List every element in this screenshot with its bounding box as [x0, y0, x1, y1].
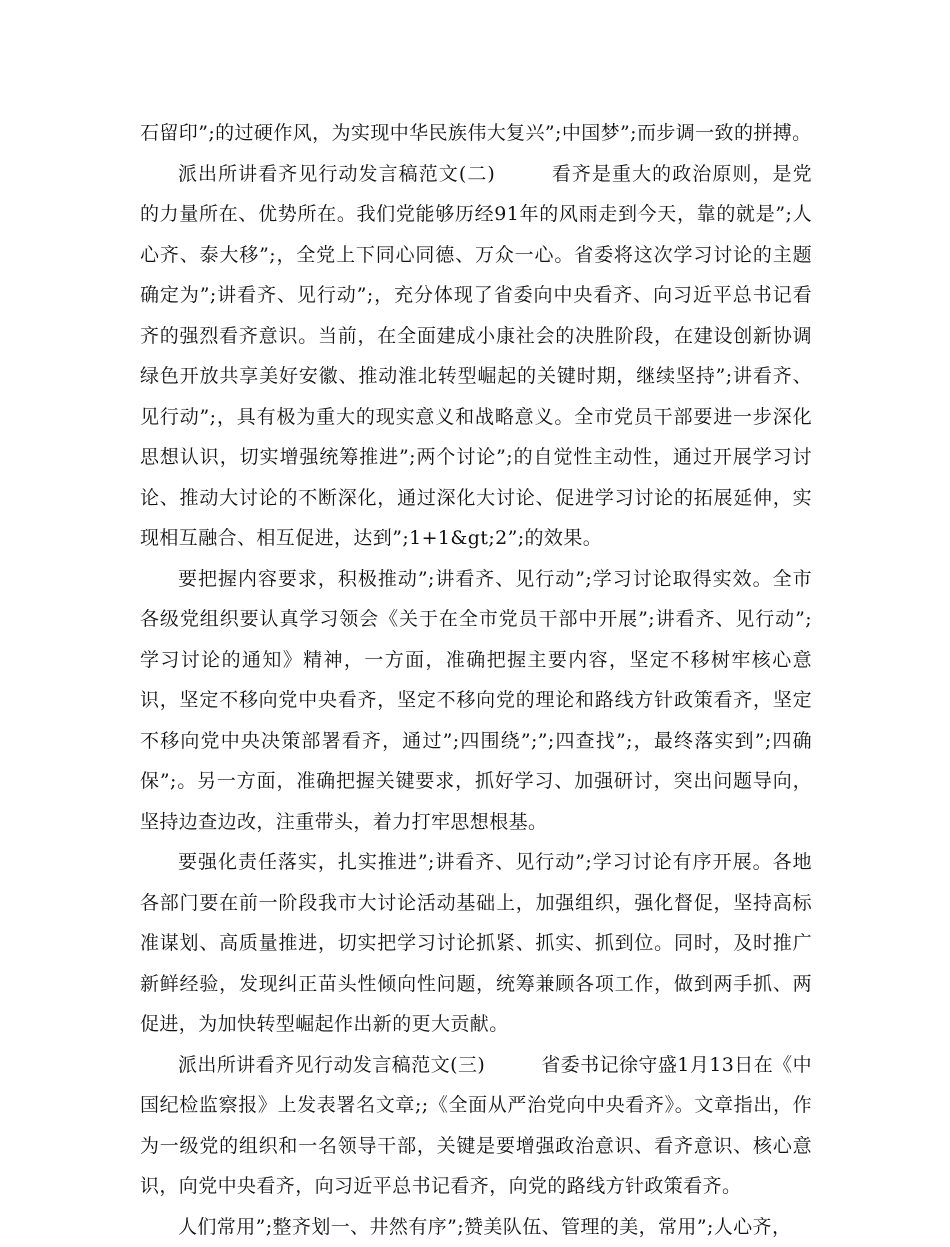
paragraph-6	[140, 1207, 812, 1247]
paragraph-4	[140, 842, 812, 1045]
section-heading-2: 派出所讲看齐见行动发言稿范文(二)	[178, 163, 495, 185]
paragraph-6-text: 人们常用”;整齐划一、井然有序”;赞美队伍、管理的美，常用”;人心齐，	[178, 1216, 791, 1238]
paragraph-1-text: 石留印”;的过硬作风，为实现中华民族伟大复兴”;中国梦”;而步调一致的拼搏。	[140, 122, 812, 144]
paragraph-1	[140, 113, 812, 154]
paragraph-4-text: 要强化责任落实，扎实推进”;讲看齐、见行动”;学习讨论有序开展。各地各部门要在前一阶段我市大讨论活动基础上，加强组织，强化督促，坚持高标准谋划、高质量推进，切实把学习讨论抓紧、抓实、抓到位。同时，及时推广新鲜经验，发现纠正苗头性倾向性问题，统筹兼顾各项工作，做到两手抓、两促进，为加快转型崛起作出新的更大贡献。	[140, 851, 812, 1035]
paragraph-3-text: 要把握内容要求，积极推动”;讲看齐、见行动”;学习讨论取得实效。全市各级党组织要认真学习领会《关于在全市党员干部中开展”;讲看齐、见行动”;学习讨论的通知》精神，一方面，准确把握主要内容，坚定不移树牢核心意识，坚定不移向党中央看齐，坚定不移向党的理论和路线方针政策看齐，坚定不移向党中央决策部署看齐，通过”;四围绕”;”;四查找”;，最终落实到”;四确保”;。另一方面，准确把握关键要求，抓好学习、加强研讨，突出问题导向，坚持边查边改，注重带头，着力打牢思想根基。	[140, 568, 812, 833]
paragraph-5	[140, 1045, 812, 1207]
paragraph-3	[140, 559, 812, 843]
paragraph-2-text: 看齐是重大的政治原则，是党的力量所在、优势所在。我们党能够历经91年的风雨走到今天，靠的就是”;人心齐、泰大移”;，全党上下同心同德、万众一心。省委将这次学习讨论的主题确定为”;讲看齐、见行动”;，充分体现了省委向中央看齐、向习近平总书记看齐的强烈看齐意识。当前，在全面建成小康社会的决胜阶段，在建设创新协调绿色开放共享美好安徽、推动淮北转型崛起的关键时期，继续坚持”;讲看齐、见行动”;，具有极为重大的现实意义和战略意义。全市党员干部要进一步深化思想认识，切实增强统筹推进”;两个讨论”;的自觉性主动性，通过开展学习讨论、推动大讨论的不断深化，通过深化大讨论、促进学习讨论的拓展延伸，实现相互融合、相互促进，达到”;1+1&gt;2”;的效果。	[140, 163, 812, 550]
section-heading-3: 派出所讲看齐见行动发言稿范文(三)	[178, 1054, 485, 1076]
paragraph-2	[140, 154, 812, 559]
paragraph-5-text: 省委书记徐守盛1月13日在《中国纪检监察报》上发表署名文章;;《全面从严治党向中央看齐》。文章指出，作为一级党的组织和一名领导干部，关键是要增强政治意识、看齐意识、核心意识，向党中央看齐，向习近平总书记看齐，向党的路线方针政策看齐。	[140, 1054, 812, 1198]
document-body	[140, 113, 812, 1247]
